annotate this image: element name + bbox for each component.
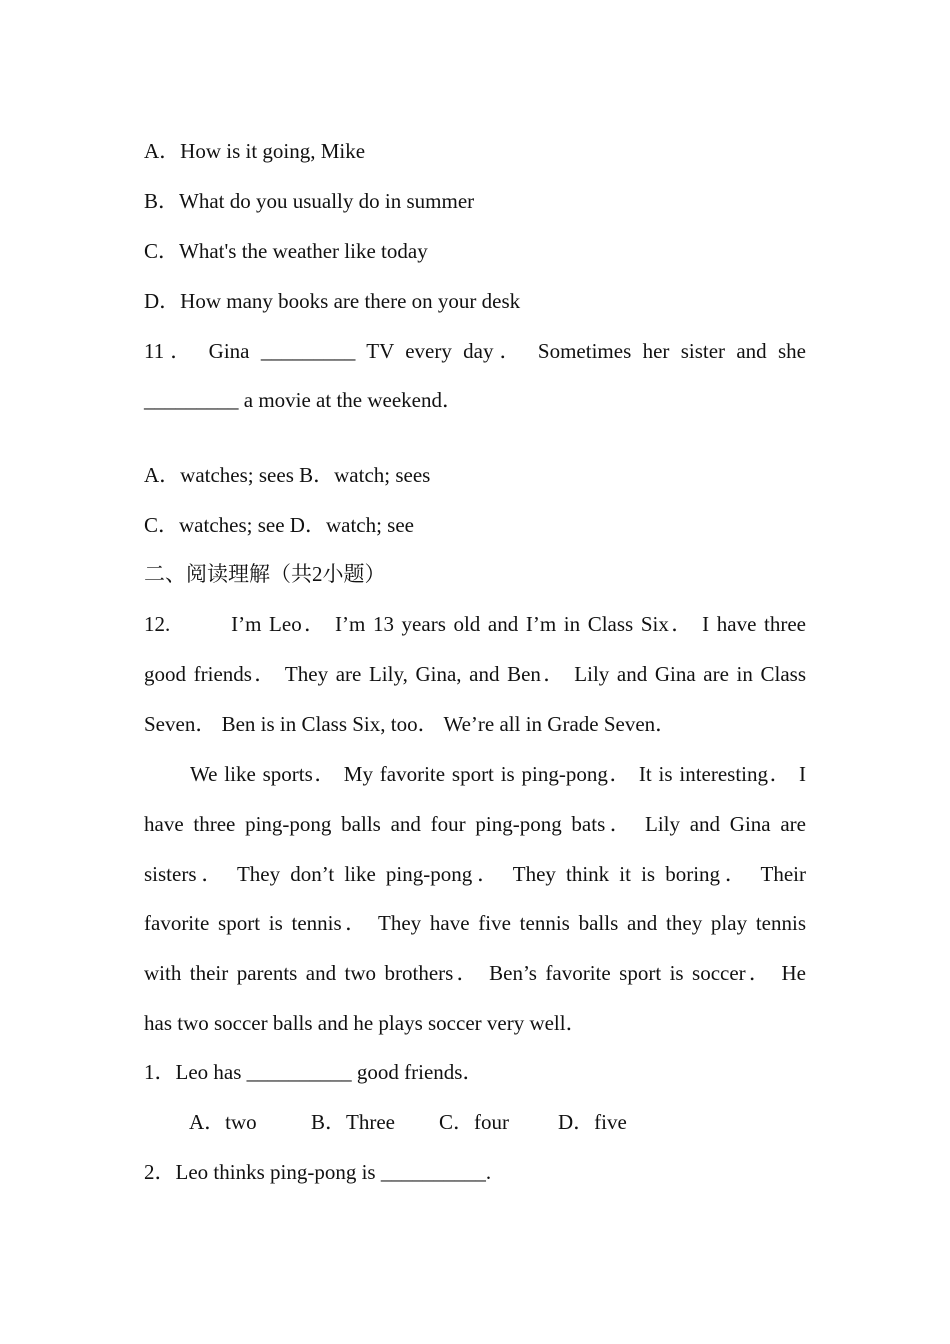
sub-question-1-options <box>189 1109 627 1135</box>
passage-line-2: good friends． They are Lily, Gina, and Ben． Lily and Gina are in Class <box>144 662 806 686</box>
q11-options-ab: A．watches; sees B．watch; sees <box>144 463 431 487</box>
passage-line-6: sisters． They don’t like ping-pong． They think it is boring． Their <box>144 862 806 886</box>
q11-stem-line1: 11． Gina _________ TV every day． Sometimes her sister and she <box>144 339 806 363</box>
q10-option-a: A．How is it going, Mike <box>144 139 366 163</box>
sub-question-1: 1．Leo has __________ good friends． <box>144 1060 484 1084</box>
option-c: C．four <box>439 1110 509 1134</box>
option-a: A．two <box>189 1110 257 1134</box>
q11-options-cd: C．watches; see D．watch; see <box>144 513 414 537</box>
option-d: D．five <box>558 1110 627 1134</box>
section-title: 二、阅读理解（共2小题） <box>144 562 386 586</box>
passage-line-8: with their parents and two brothers． Ben’s favorite sport is soccer． He <box>144 961 806 985</box>
passage-line-5: have three ping-pong balls and four ping-pong bats． Lily and Gina are <box>144 812 806 836</box>
passage-line-3: Seven． Ben is in Class Six, too． We’re all in Grade Seven． <box>144 712 677 736</box>
passage-line-1: 12. I’m Leo． I’m 13 years old and I’m in Class Six． I have three <box>144 612 806 636</box>
q11-stem-line2: _________ a movie at the weekend． <box>144 388 463 412</box>
sub-question-2: 2．Leo thinks ping-pong is __________. <box>144 1160 492 1184</box>
q10-option-b: B．What do you usually do in summer <box>144 189 475 213</box>
option-b: B．Three <box>311 1110 395 1134</box>
passage-line-9: has two soccer balls and he plays soccer very well． <box>144 1011 587 1035</box>
passage-line-4: We like sports． My favorite sport is ping-pong． It is interesting． I <box>190 762 806 786</box>
q10-option-d: D．How many books are there on your desk <box>144 289 521 313</box>
passage-line-7: favorite sport is tennis． They have five tennis balls and they play tennis <box>144 911 806 935</box>
q10-option-c: C．What's the weather like today <box>144 239 428 263</box>
